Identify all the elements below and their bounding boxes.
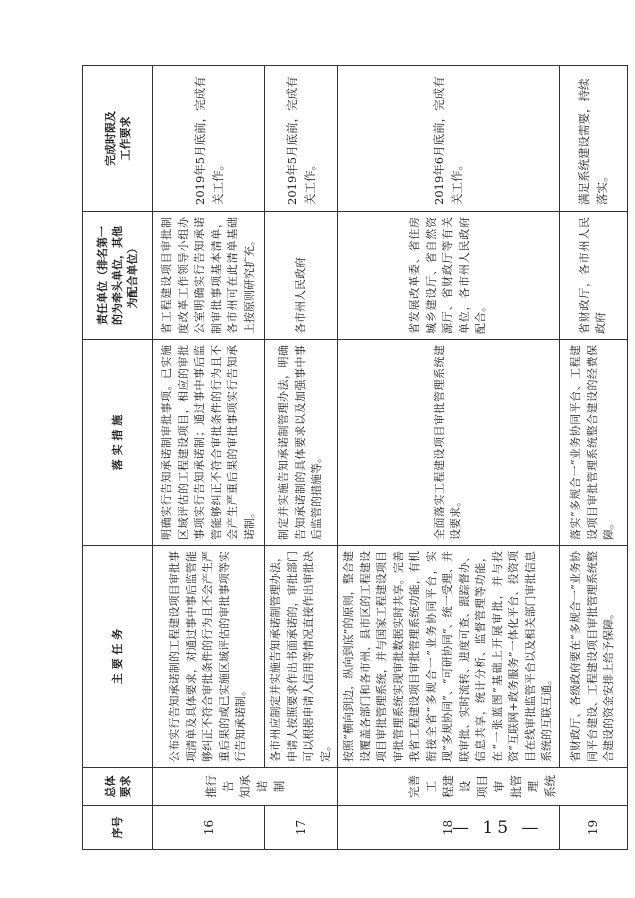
rotated-table-container <box>82 66 616 850</box>
row-seq: 19 <box>559 806 627 850</box>
row-goal: 完善工 程建设 项目审 批管理 系统 <box>338 768 628 806</box>
row-task: 公布实行告知承诺制的工程建设项目审批事项清单及具体要求，对通过事中事后监管能够纠正不符合审批条件的行为且不会产生严重后果的或已实施区域评估的审批事项等实行告知承诺制。 <box>153 546 265 768</box>
row-task: 按照“横向到边，纵向到底”的原则，整合建设覆盖各部门和各市州、县市区的工程建设项目审批管理系统，并与国家工程建设项目审批管理系统实现审批数据实时共享。完善我省工程建设项目审批管理系统功能，有机衔接全省“多规合一”业务协同平台，实现“多规协同”、“可研协同”、统一受理、并联审批、实时流转、进度可查、跟踪督办、信息共享，统计分析、监督管理等功能，在“一张蓝图”基础上开展审批，并与投资“互联网+政务服务”一体化平台、投资项目在线审批监管平台以及相关部门审批信息系统的互联互通。 <box>338 546 560 768</box>
row-unit: 省发展改革委、省住房城乡建设厅、省自然资源厅、省财政厅等有关单位，各市州人民政府配合。 <box>338 212 560 340</box>
row-seq: 17 <box>265 806 338 850</box>
header-due: 完成时限及 工作要求 <box>83 66 153 212</box>
row-measure: 落实“多规合一”业务协同平台、工程建设项目审批管理系统整合建设的经费保障。 <box>559 340 627 546</box>
row-measure: 明确实行告知承诺制审批事项。已实施区域评估的工程建设项目，相应的审批事项实行告知承诺制；通过事中事后监管能够纠正不符合审批条件的行为且不会产生严重后果的审批事项实行告知承诺制。 <box>153 340 265 546</box>
row-unit: 省财政厅，各市州人民政府 <box>559 212 627 340</box>
table-row <box>265 66 338 850</box>
task-table <box>82 65 628 850</box>
header-seq: 序号 <box>83 806 153 850</box>
row-due: 2019年5月底前，完成有关工作。 <box>265 66 338 212</box>
table-row <box>559 66 627 850</box>
row-due: 2019年5月底前，完成有关工作。 <box>153 66 265 212</box>
row-task: 各市州应制定并实施告知承诺制管理办法，申请人按照要求作出书面承诺的，审批部门可以根据申请人信用等情况直接作出审批决定。 <box>265 546 338 768</box>
row-seq: 18 <box>338 806 560 850</box>
row-unit: 省工程建设项目审批制度改革工作领导小组办公室明确实行告知承诺制审批事项基本清单，各市州可在此清单基础上按原则研究扩充。 <box>153 212 265 340</box>
row-seq: 16 <box>153 806 265 850</box>
table-row <box>338 66 560 850</box>
header-measure: 落 实 措 施 <box>83 340 153 546</box>
row-due: 满足系统建设需要，持续落实。 <box>559 66 627 212</box>
row-measure: 全面落实工程建设项目审批管理系统建设要求。 <box>338 340 560 546</box>
header-task: 主 要 任 务 <box>83 546 153 768</box>
row-unit: 各市州人民政府 <box>265 212 338 340</box>
header-unit: 责任单位（排名第一 的为牵头单位，其他 为配合单位） <box>83 212 153 340</box>
header-row <box>83 66 153 850</box>
row-goal: 推行告 知承诺 制 <box>153 768 338 806</box>
table-row <box>153 66 265 850</box>
header-goal: 总体 要求 <box>83 768 153 806</box>
row-due: 2019年6月底前，完成有关工作。 <box>338 66 560 212</box>
row-task: 省财政厅、各级政府要在“多规合一”业务协同平台建设、工程建设项目审批管理系统整合建设的资金安排上给予保障。 <box>559 546 627 768</box>
row-measure: 制定并实施告知承诺制管理办法，明确告知承诺制的具体要求以及加强事中事后监管的措施等。 <box>265 340 338 546</box>
page-number: — 15 — <box>452 818 543 838</box>
